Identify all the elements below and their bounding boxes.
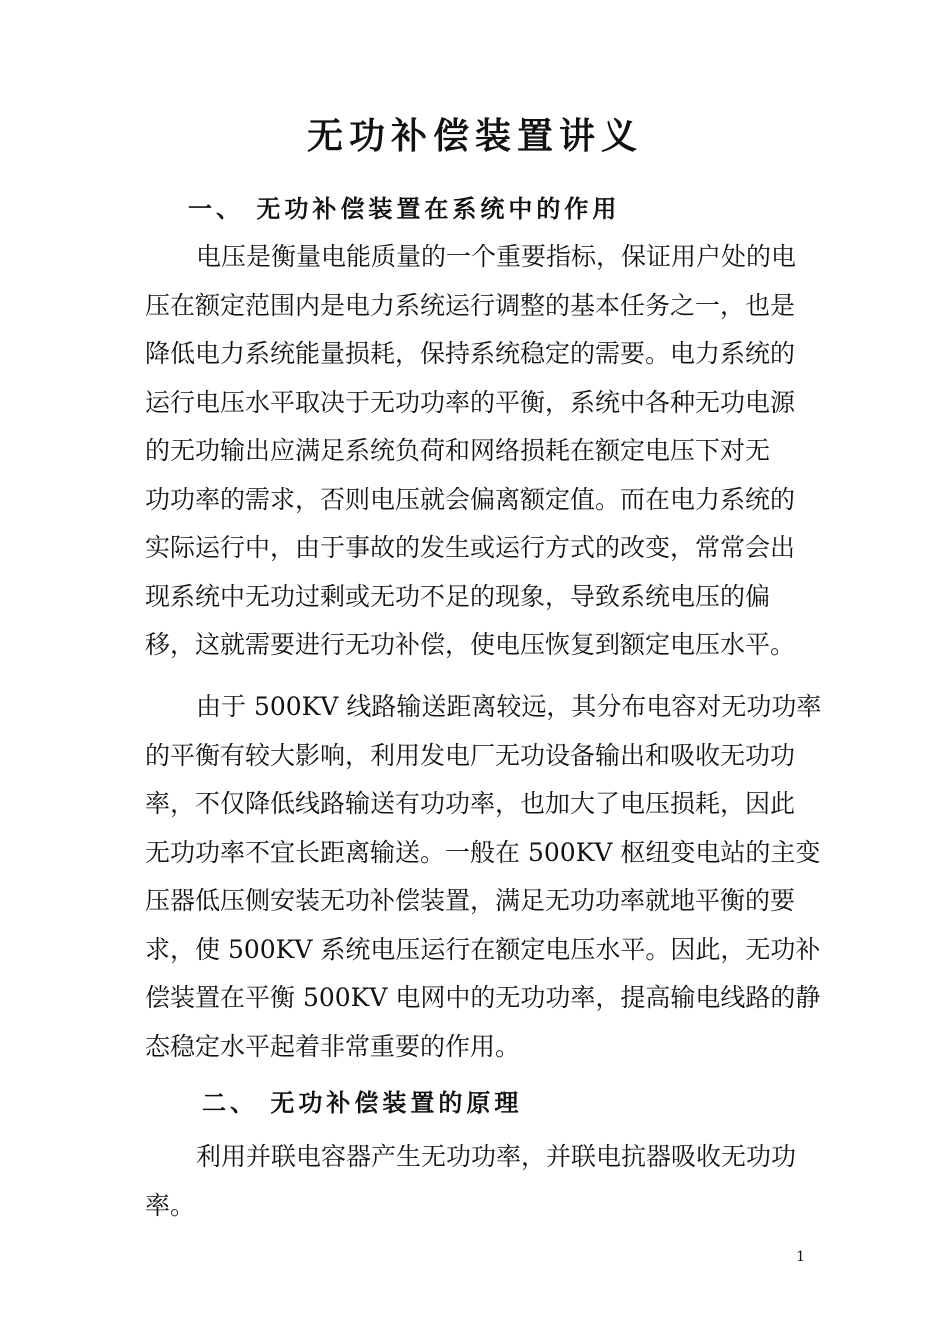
text-line: 功功率的需求，否则电压就会偏离额定值。而在电力系统的 [145,484,796,514]
section-heading-2: 二、 无功补偿装置的原理 [202,1088,523,1117]
text-line: 利用并联电容器产生无功功率，并联电抗器吸收无功功 [196,1142,797,1171]
page-title: 无功补偿装置讲义 [306,115,643,157]
section-2-paragraph-1 [145,1133,835,1230]
text-line: 运行电压水平取决于无功功率的平衡，系统中各种无功电源 [145,387,796,417]
text-line: 移，这就需要进行无功补偿，使电压恢复到额定电压水平。 [145,630,796,659]
text-line: 率，不仅降低线路输送有功功率，也加大了电压损耗，因此 [145,789,796,818]
section-heading-1: 一、 无功补偿装置在系统中的作用 [188,194,621,223]
text-line: 压在额定范围内是电力系统运行调整的基本任务之一，也是 [145,290,796,320]
page-number: 1 [796,1249,805,1265]
text-line: 偿装置在平衡 500KV 电网中的无功功率，提高输电线路的静 [145,983,821,1012]
text-line: 由于 500KV 线路输送距离较远，其分布电容对无功功率 [196,692,822,721]
text-line: 态稳定水平起着非常重要的作用。 [145,1031,521,1061]
text-line: 的无功输出应满足系统负荷和网络损耗在额定电压下对无 [145,436,771,465]
text-line: 率。 [145,1190,196,1220]
text-line: 现系统中无功过剩或无功不足的现象，导致系统电压的偏 [145,581,771,611]
section-1-paragraph-1 [145,233,835,670]
section-1-paragraph-2 [145,683,835,1071]
text-line: 电压是衡量电能质量的一个重要指标，保证用户处的电 [196,242,797,271]
text-line: 求，使 500KV 系统电压运行在额定电压水平。因此，无功补 [145,934,821,964]
text-line: 压器低压侧安装无功补偿装置，满足无功功率就地平衡的要 [145,886,796,915]
text-line: 实际运行中，由于事故的发生或运行方式的改变，常常会出 [145,533,796,562]
text-line: 的平衡有较大影响，利用发电厂无功设备输出和吸收无功功 [145,740,796,770]
text-line: 无功功率不宜长距离输送。一般在 500KV 枢纽变电站的主变 [145,837,821,867]
text-line: 降低电力系统能量损耗，保持系统稳定的需要。电力系统的 [145,339,796,368]
